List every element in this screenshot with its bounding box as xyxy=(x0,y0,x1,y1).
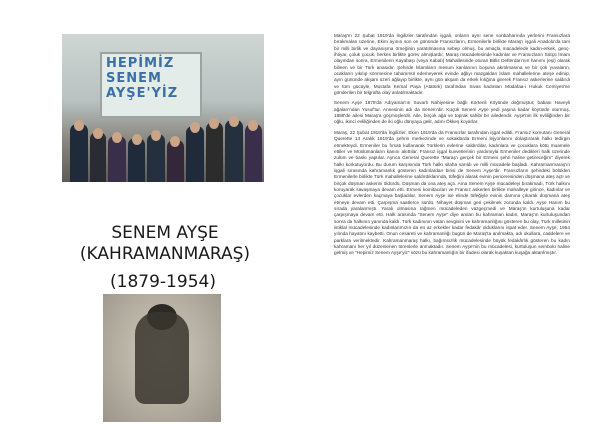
student-head xyxy=(74,120,84,131)
student-figure xyxy=(206,122,223,182)
article-paragraph: Maraş'ın 22 Şubat 1919'da İngilizler tarafından işgali, onların aynı sene sonbaharında yerlerini Fransızlara bırakmaları üzerine, Ekim ayının son on gününde Fransızların, Ermenilerle birlikte Maraş'ı işgali Anadolu'da tam bir milli birlik ve dayanışma örneğinin yaratılmasına sebep olmuş, bu amaçla mücadelede kadın-erkek, genç-ihtiyar, çoluk çocuk, herkes birlikte görev almışlardır. Maraş mücadelesinde kadınlar ve Fransızların Sütçü İmam olayından sonra, Ermenilerin Kayabaşı (veya Kabalı) Mahallesinde oturan Bitlis Defterdarı'nın hanımı (eşi) olarak bilinen ve bir Türk anasıdır. Şehirde İslamların mesum kanlarının boşuna akıtılmasına ve bir çok yuvaların, ocakların yıkılıp sönmesine tahammül edemeyerek evinde ağlıyı mazgaldan İslam mahallelerine ateşe edinip, ayın gününde akşam üzeri ağlayıp birlikte, aynı gün akşam da erkek kılığına girerek Fransız askerlerine saldırdı ve tüm gücüyle, Mustafa Kemal Paşa (Atatürk) tarafından Sivas kadınları Müdafaa-i Hukuk Cemiyeti'ne gönderilen bir telgrafta olay anlatılmaktadır. xyxy=(334,33,570,96)
historic-photo xyxy=(103,294,221,422)
article-paragraph: Senem Ayşe 1879'da Adıyaman'ın Suvarlı Nahiyesine bağlı Körtenli Köyünde doğmuştur, babası Haveyli ağaları'ndan Yusuf'tur. Annesinin adı da Senem'dir. Küçük Senem Ayşe yedi yaşına kadar köyünde oturmuş, 1888'de ailesi Maraş'a göçmüşlerdir. Aile, birçok ağa ve toprak sahibi bir ailedendir. Ayşe'nin ilk evliliğinden bir oğlu, ikinci evliliğinden de iki oğlu dünyaya gelir, adını Ökkeş koyarlar. xyxy=(334,100,570,125)
article-text xyxy=(334,33,570,261)
student-head xyxy=(209,118,219,129)
student-figure xyxy=(70,124,88,182)
student-head xyxy=(112,132,122,143)
historic-figure xyxy=(135,312,189,404)
hero-name: SENEM AYŞE xyxy=(111,223,219,243)
class-photo xyxy=(62,34,264,182)
student-figure xyxy=(245,124,262,182)
student-head xyxy=(132,134,142,145)
board-text: HEPİMİZ SENEM AYŞE'YİZ xyxy=(106,56,179,101)
student-figure xyxy=(225,120,243,182)
article-paragraph: Maraş, 22 Şubat 1919'da İngilizler, Ekim 1919'da da Fransızlar tarafından işgal edildi. Fransız komutanı General Querette 13 Aralık 1919'da şehrin merkezinde ve sokaklarda Ermeni lejyonlarını dolaştırarak halkı tedirgin etmekteydi. Ermeniler bu fırsatı kullanarak Türklerin evlerine saldırdılar, kadınlara ve çocuklara kötü muamele ettiler ve Müslümanların kanını akıttılar. Fransız işgal kuvvetlerinin yardımıyla Ermeniler dedikleri halk üzerinde zulüm ve baskı yaptılar. Ayrıca General Querette "Maraş'ı gerçek bir Ermeni şehri haline getireceğim" diyerek halkı korkutuyordu. Bu durum karşısında Türk halkı silaha sarıldı ve milli mücadele başladı. Kahramanmaraş'ın işgali sırasında kahramanlık gösteren kadınlardan birisi de Senem Ayşe'dir. Fransızların şehirdeki bölükleri Ermenilerle birlikte Türk mahallelerine saldırdıklarında, tüfeğini alarak evinin penceresinden düşmana ateş açtı ve birçok düşman askerini öldürdü. Düşman da ona ateş açtı. Ama Senem Ayşe mücadeleyi bırakmadı, Türk halkını koruyarak savaşmaya devam etti. Ermeni komitacıları ve Fransız askerleri birlikte mahalleye girince, kadınlar ve çocuklar evlerden kaçmaya başladılar. Senem Ayşe ise elinde tüfeğiyle evinin damına çıkarak düşmana ateş etmeye devam etti. Çarpışma saatlerce sürdü. Nihayet düşman geri çekilmek zorunda kaldı. Ayşe Hanım bu sırada yaralanmıştı. Yaralı olmasına rağmen mücadeleden vazgeçmedi ve Maraş'ın kurtuluşuna kadar çarpışmaya devam etti. Halk arasında "Senem Ayşe" diye anılan bu kahraman kadın, Maraş'ın kurtuluşundan sonra da halkının yanında kaldı. Türk kadınının vatan sevgisini ve kahramanlığını gösteren bu olay, Türk milletinin istiklal mücadelesinde kadınlarımızın da en az erkekler kadar fedakâr olduklarını ispat eder. Senem Ayşe, 1954 yılında hayatını kaybetti. Onun cesareti ve kahramanlığı bugün de Maraş'ta anılmakta, adı okullara, caddelere ve parklara verilmektedir. Kahramanmaraş halkı, bağımsızlık mücadelesinde büyük fedakârlık gösteren bu kadın kahramanı her yıl düzenlenen törenlerle anmaktadır. Senem Ayşe'nin bu mücadelesi, kurtuluşun sembolü haline gelmiş ve "Hepimiz Senem Ayşe'yiz" sözü bu kahramanlığın bir ifadesi olarak kuşaktan kuşağa aktarılmıştır. xyxy=(334,129,570,256)
student-head xyxy=(190,122,200,133)
student-head xyxy=(248,120,258,131)
student-head xyxy=(170,136,180,147)
student-figure xyxy=(147,134,165,182)
student-head xyxy=(93,128,103,139)
hero-years: (1879-1954) xyxy=(110,272,216,292)
student-head xyxy=(151,130,161,141)
hero-city: (KAHRAMANMARAŞ) xyxy=(79,244,251,264)
student-head xyxy=(229,116,239,127)
student-figure xyxy=(90,132,106,182)
student-figure xyxy=(186,126,204,182)
